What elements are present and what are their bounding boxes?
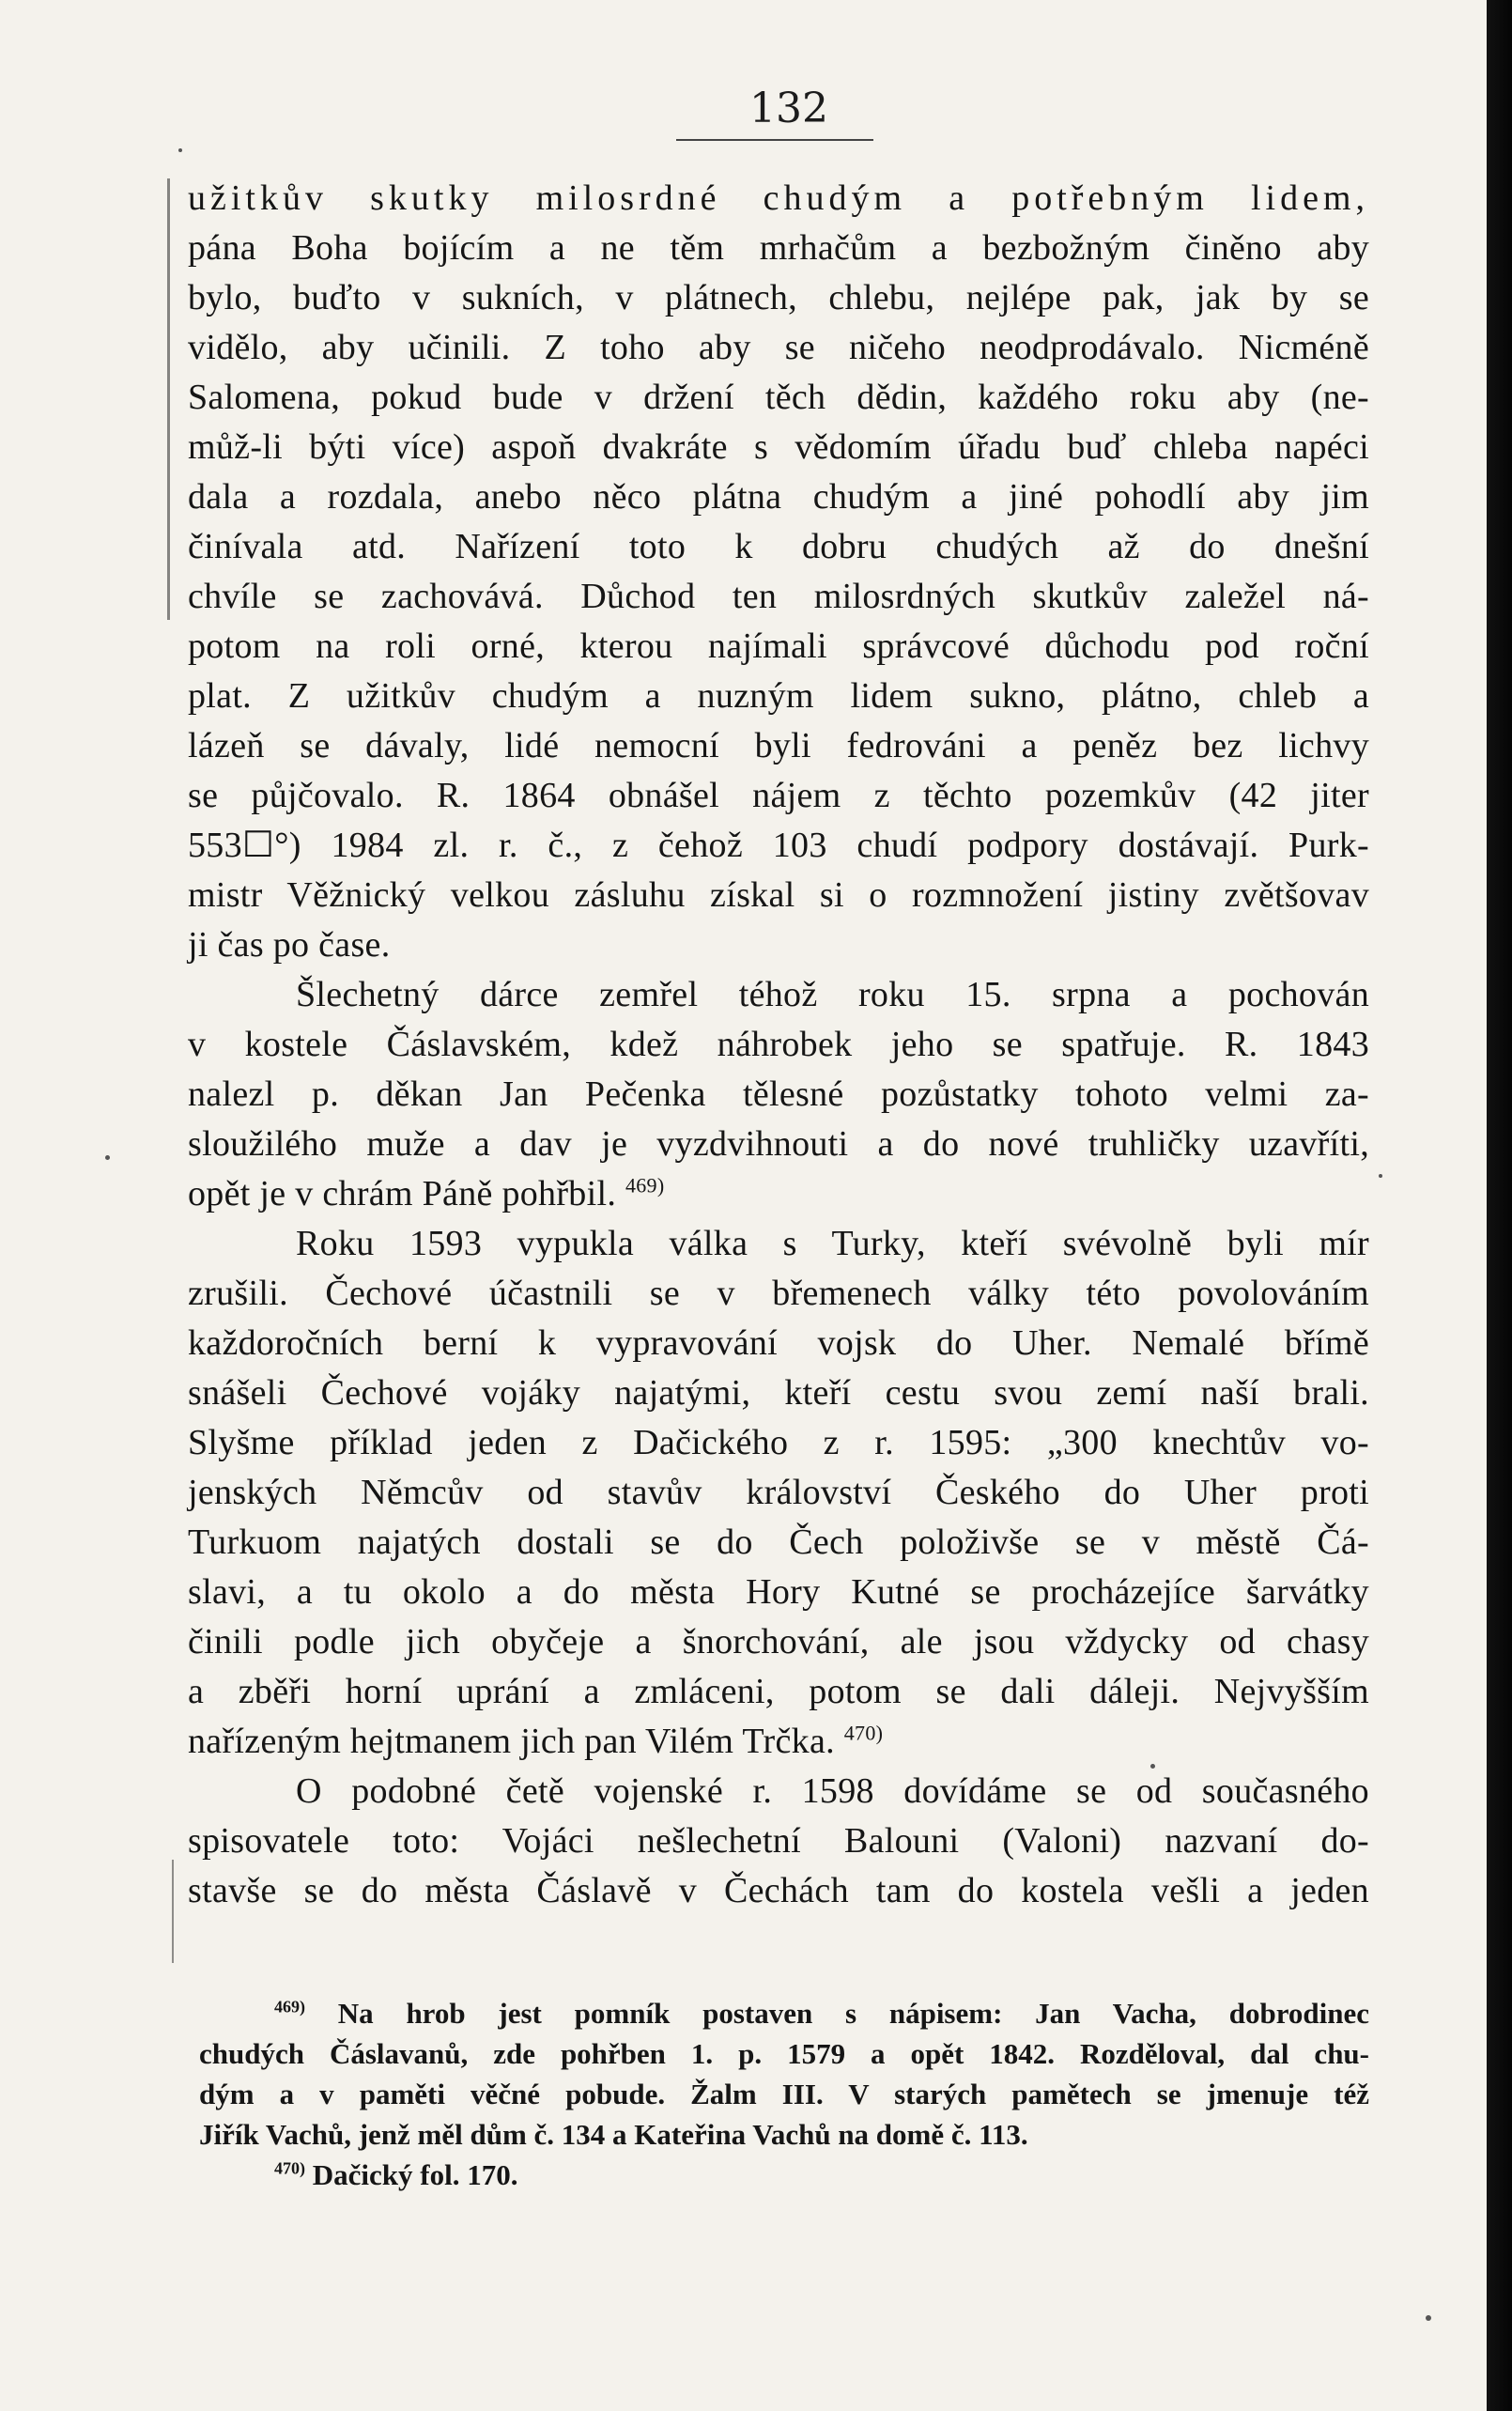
footnote-marker: 469): [274, 1997, 305, 2017]
text-line: činívala atd. Nařízení toto k dobru chudých až do dnešní: [188, 527, 1369, 566]
footnote-text: Na hrob jest pomník postaven s nápisem: Jan Vacha, dobrodinec: [337, 1997, 1370, 2030]
margin-mark: [167, 178, 170, 620]
dust-speck: [1379, 1174, 1382, 1178]
page-number-rule: [676, 139, 873, 141]
dust-speck: [1426, 2315, 1431, 2321]
text-line: se půjčovalo. R. 1864 obnášel nájem z těchto pozemkův (42 jiter: [188, 776, 1369, 815]
text-line-with-ref: [188, 1169, 1369, 1219]
footnote-ref-470: 470): [843, 1721, 884, 1745]
text-line: stavše se do města Čáslavě v Čechách tam do kostela vešli a jeden: [188, 1871, 1369, 1910]
text-line: 553☐°) 1984 zl. r. č., z čehož 103 chudí podpory dostávají. Purk-: [188, 826, 1369, 865]
dust-speck: [105, 1155, 110, 1160]
text-line: užitkův skutky milosrdné chudým a potřebným lidem,: [188, 178, 1369, 218]
footnote-line: Jiřík Vachů, jenž měl dům č. 134 a Kateřina Vachů na domě č. 113.: [199, 2118, 1028, 2151]
text-line: a zběři horní uprání a zmláceni, potom se dali dáleji. Nejvyšším: [188, 1672, 1369, 1711]
footnote-ref-469: 469): [625, 1173, 665, 1198]
text-line: můž-li býti více) aspoň dvakráte s vědomím úřadu buď chleba napéci: [188, 427, 1369, 467]
footnote-marker: 470): [274, 2158, 305, 2178]
text-line: sloužilého muže a dav je vyzdvihnouti a do nové truhličky uzavříti,: [188, 1124, 1369, 1164]
text-line: opět je v chrám Páně pohřbil.: [188, 1174, 617, 1213]
footnote-text: Dačický fol. 170.: [312, 2158, 518, 2191]
text-line: chvíle se zachovává. Důchod ten milosrdných skutkův zaležel ná-: [188, 577, 1369, 616]
page-number: 132: [749, 85, 828, 132]
margin-mark: [172, 1860, 174, 1963]
text-line: lázeň se dávaly, lidé nemocní byli fedrováni a peněz bez lichvy: [188, 726, 1369, 765]
text-line: v kostele Čáslavském, kdež náhrobek jeho se spatřuje. R. 1843: [188, 1025, 1369, 1064]
text-line: Roku 1593 vypukla válka s Turky, kteří svévolně byli mír: [296, 1224, 1369, 1263]
text-line: nalezl p. děkan Jan Pečenka tělesné pozůstatky tohoto velmi za-: [188, 1074, 1369, 1114]
text-line: bylo, buďto v sukních, v plátnech, chlebu, nejlépe pak, jak by se: [188, 278, 1369, 317]
dust-speck: [178, 148, 182, 152]
text-line: Turkuom najatých dostali se do Čech položivše se v městě Čá-: [188, 1522, 1369, 1562]
text-line: Šlechetný dárce zemřel téhož roku 15. srpna a pochován: [296, 975, 1369, 1014]
text-line: O podobné četě vojenské r. 1598 dovídáme se od současného: [296, 1771, 1369, 1811]
text-line: Salomena, pokud bude v držení těch dědin, každého roku aby (ne-: [188, 378, 1369, 417]
dust-speck: [1150, 1764, 1155, 1769]
footnote-470: [199, 2155, 1369, 2195]
text-line: mistr Věžnický velkou zásluhu získal si o rozmnožení jistiny zvětšovav: [188, 875, 1369, 915]
text-line: dala a rozdala, anebo něco plátna chudým a jiné pohodlí aby jim: [188, 477, 1369, 517]
text-line-with-ref: [188, 1717, 1369, 1767]
footnote-line: chudých Čáslavanů, zde pohřben 1. p. 1579 a opět 1842. Rozděloval, dal chu-: [199, 2037, 1369, 2070]
scan-edge: [1487, 0, 1512, 2411]
text-line: každoročních berní k vypravování vojsk do Uher. Nemalé břímě: [188, 1323, 1369, 1363]
text-line: spisovatele toto: Vojáci nešlechetní Balouni (Valoni) nazvaní do-: [188, 1821, 1369, 1861]
text-line: ji čas po čase.: [188, 925, 391, 965]
text-line: jenských Němcův od stavův království Českého do Uher proti: [188, 1473, 1369, 1512]
text-line: plat. Z užitkův chudým a nuzným lidem sukno, plátno, chleb a: [188, 676, 1369, 716]
text-line: potom na roli orné, kterou najímali správcové důchodu pod roční: [188, 626, 1369, 666]
text-line: vidělo, aby učinili. Z toho aby se ničeho neodprodávalo. Nicméně: [188, 328, 1369, 367]
text-line: zrušili. Čechové účastnili se v břemenech války této povolováním: [188, 1274, 1369, 1313]
text-line: pána Boha bojícím a ne těm mrhačům a bezbožným činěno aby: [188, 228, 1369, 268]
text-line: nařízeným hejtmanem jich pan Vilém Trčka.: [188, 1722, 835, 1761]
text-line: činili podle jich obyčeje a šnorchování, ale jsou vždycky od chasy: [188, 1622, 1369, 1661]
footnote-469: [199, 1993, 1369, 2033]
text-line: snášeli Čechové vojáky najatými, kteří cestu svou zemí naší brali.: [188, 1373, 1369, 1413]
body-text: [188, 174, 1369, 1916]
text-line: Slyšme příklad jeden z Dačického z r. 1595: „300 knechtův vo-: [188, 1423, 1369, 1462]
footnotes: [199, 1993, 1369, 2195]
footnote-line: dým a v paměti věčné pobude. Žalm III. V starých pamětech se jmenuje též: [199, 2078, 1369, 2110]
text-line: slavi, a tu okolo a do města Hory Kutné se procházejíce šarvátky: [188, 1572, 1369, 1612]
